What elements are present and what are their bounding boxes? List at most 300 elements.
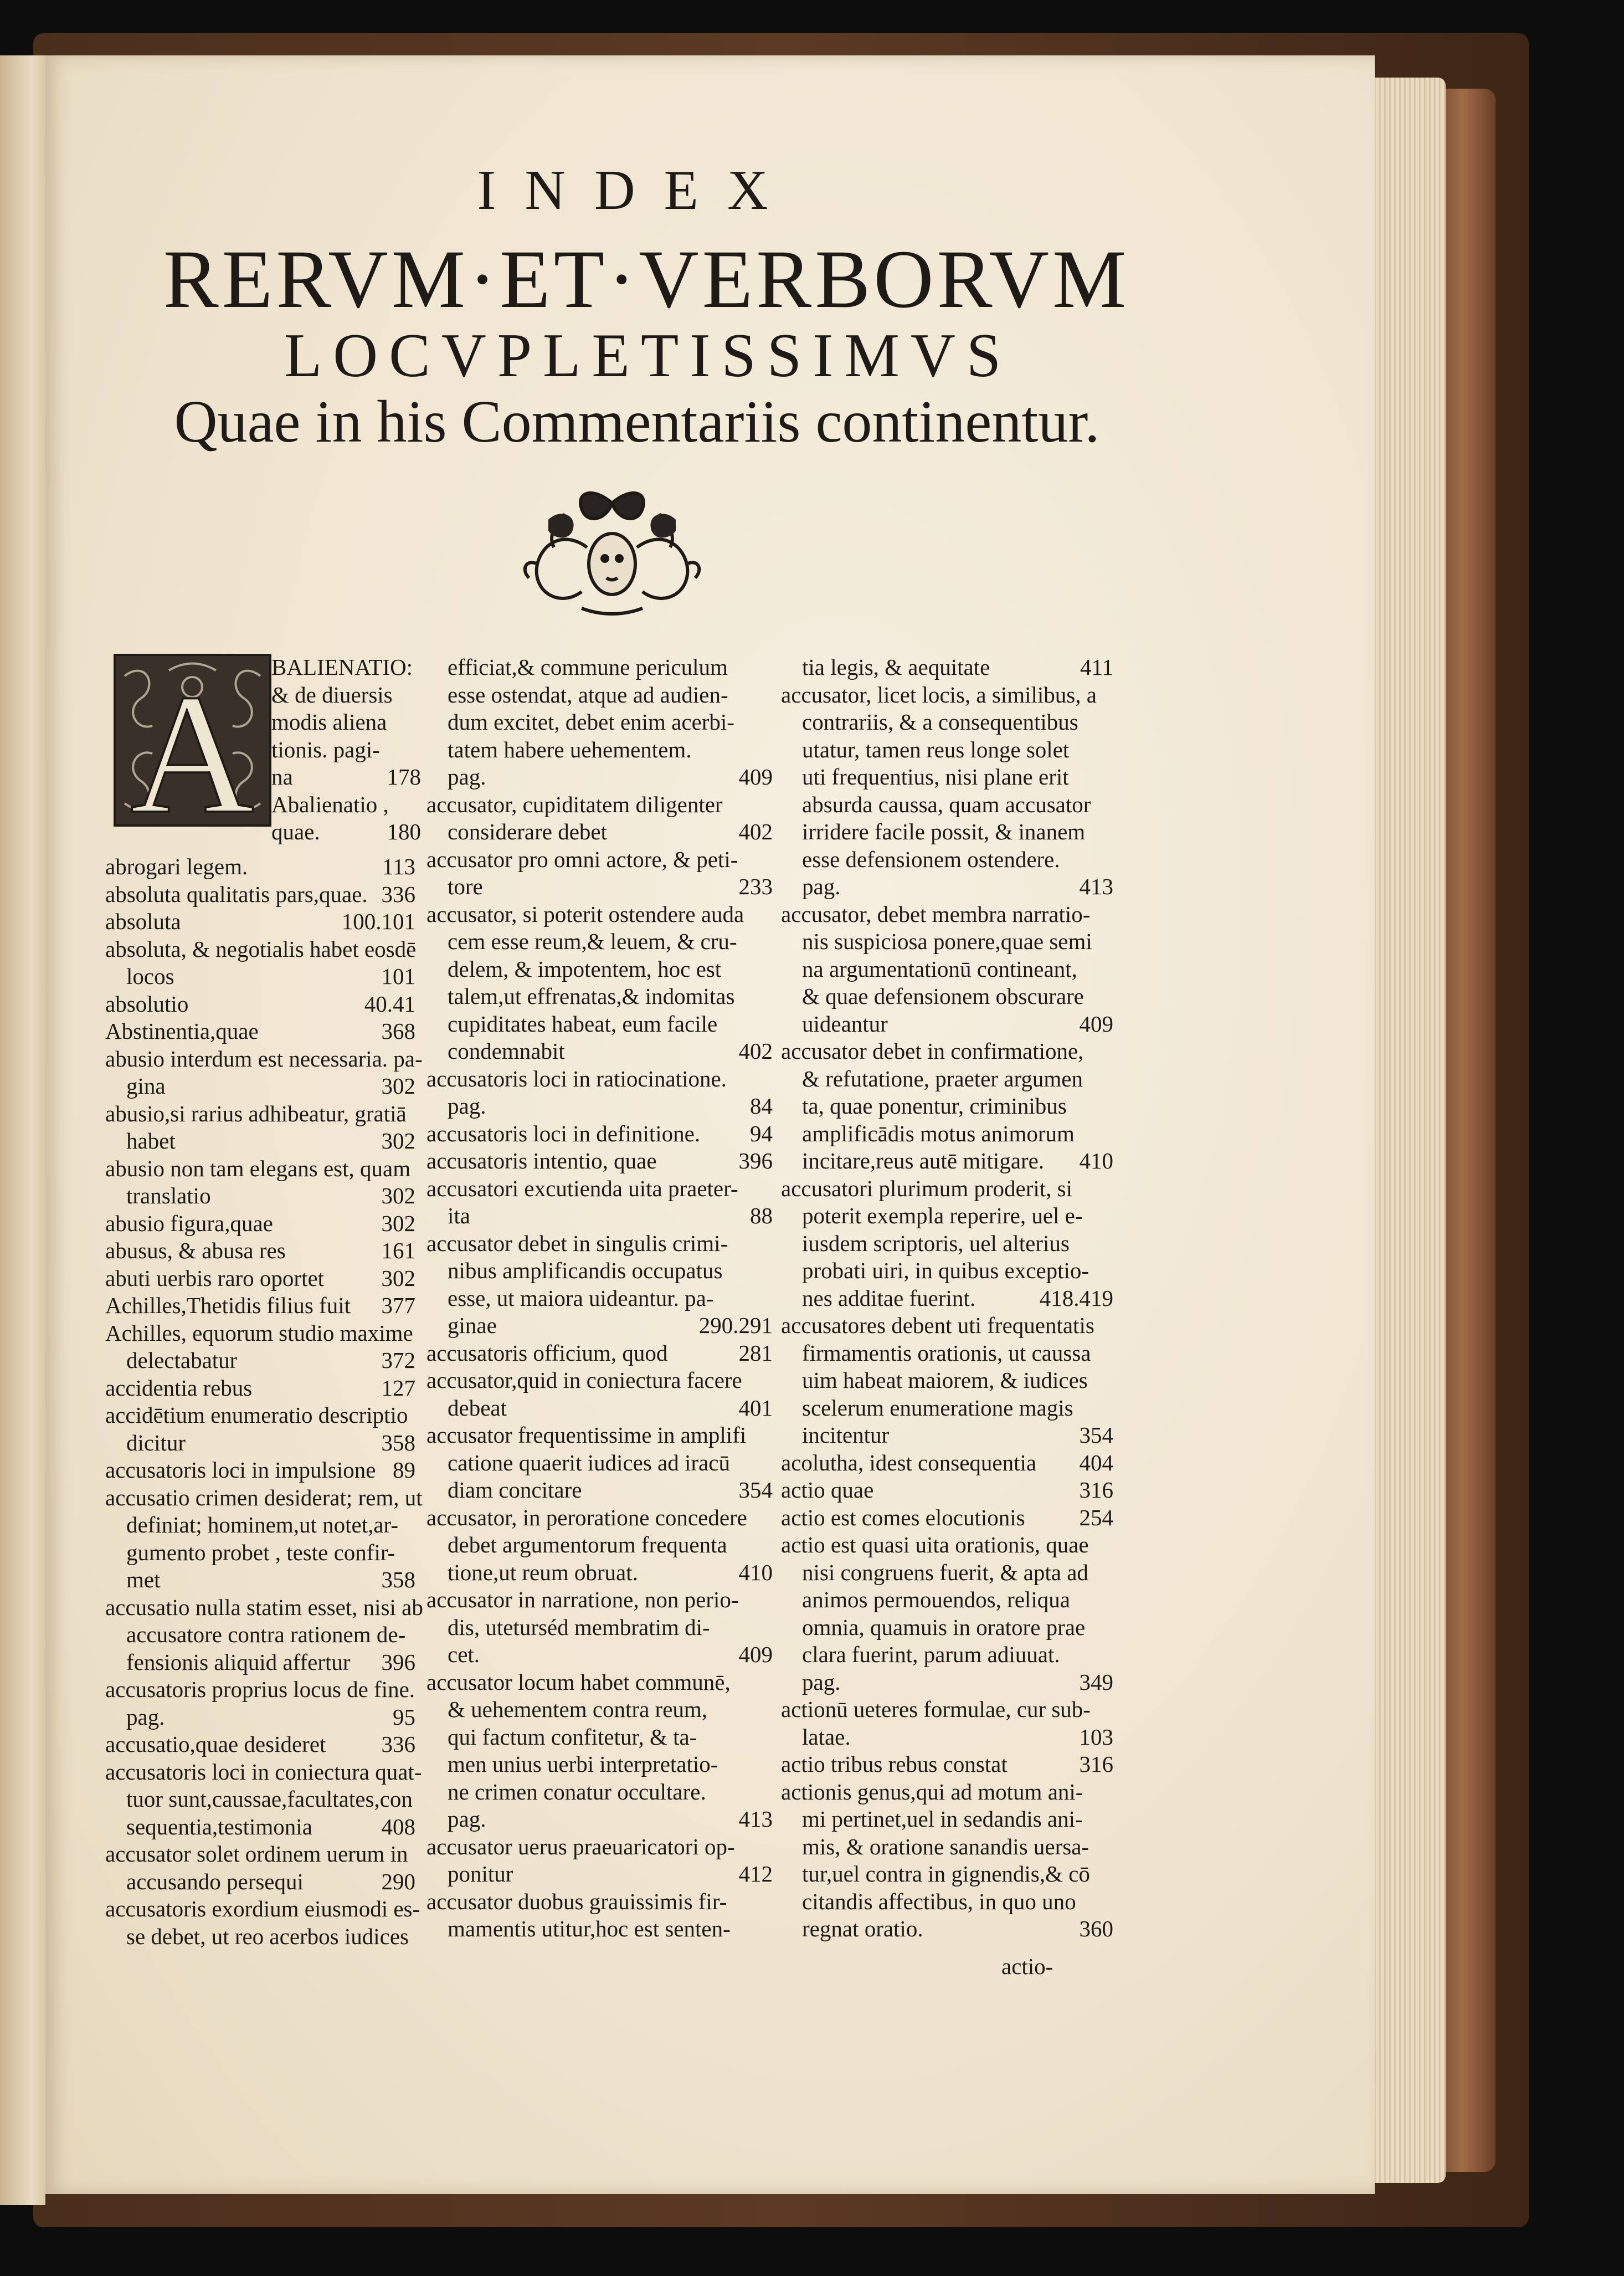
index-entry <box>781 1340 1113 1367</box>
index-entry <box>781 1669 1113 1696</box>
index-entry-text: definiat; hominem,ut notet,ar- <box>126 1512 399 1537</box>
index-entry-text: cupiditates habeat, eum facile <box>448 1011 718 1037</box>
index-entry-page <box>1107 1860 1113 1888</box>
index-entry-page: 404 <box>1079 1449 1113 1475</box>
index-entry-text: accusatoris loci in coniectura quat- <box>105 1759 422 1785</box>
index-entry-page: 418.419 <box>1039 1285 1113 1311</box>
index-entry-text: gumento probet , teste confir- <box>126 1539 395 1565</box>
index-entry <box>781 791 1113 819</box>
index-entry-text: tuor sunt,caussae,facultates,con <box>126 1786 413 1812</box>
index-entry-page <box>409 1511 415 1539</box>
index-entry <box>781 928 1113 956</box>
index-entry <box>781 1477 1113 1504</box>
index-entry-text: accusatoris loci in ratiocinatione. <box>426 1065 727 1091</box>
index-entry <box>781 1312 1113 1340</box>
index-entry <box>426 846 773 874</box>
index-entry-page <box>1107 1230 1113 1258</box>
index-entry-page: 377 <box>381 1293 415 1318</box>
index-entry <box>426 1285 773 1313</box>
index-entry <box>426 654 773 681</box>
index-entry <box>105 908 415 936</box>
index-entry <box>781 654 1113 681</box>
index-entry <box>105 1155 415 1183</box>
index-entry <box>426 1093 773 1120</box>
index-entry-page: 410 <box>738 1559 773 1585</box>
index-entry-text: gina <box>126 1073 166 1099</box>
index-entry-text: accusatoris proprius locus de fine. <box>105 1677 415 1702</box>
index-entry <box>781 1531 1113 1559</box>
index-entry-page <box>1107 1696 1113 1724</box>
index-entry-text: dis, uteturséd membratim di- <box>448 1614 710 1640</box>
index-entry-text: mi pertinet,uel in sedandis ani- <box>802 1806 1083 1832</box>
index-entry-text: tore <box>448 874 483 899</box>
index-entry <box>781 736 1113 764</box>
index-entry-text: amplificādis motus animorum <box>802 1120 1075 1146</box>
index-entry-page <box>766 1724 773 1751</box>
index-entry-page: 101 <box>381 963 415 989</box>
index-entry-page: 84 <box>750 1093 773 1119</box>
index-entry <box>426 1340 773 1367</box>
index-entry-page <box>1107 1833 1113 1861</box>
index-entry-text: nisi congruens fuerit, & apta ad <box>802 1559 1088 1585</box>
index-entry-page <box>1107 983 1113 1011</box>
index-entry-page <box>766 1888 773 1916</box>
index-entry-text: accusatori excutienda uita praeter- <box>426 1175 738 1201</box>
title-subtitle: Quae in his Commentariis continentur. <box>174 389 1100 455</box>
index-entry-text: delem, & impotentem, hoc est <box>448 956 722 982</box>
index-entry-page <box>766 709 773 736</box>
index-entry-text: BALIENATIO: <box>271 654 413 680</box>
index-entry-page <box>416 936 423 963</box>
index-entry-text: uti frequentius, nisi plane erit <box>802 764 1069 790</box>
index-entry-page <box>766 1751 773 1778</box>
index-entry <box>105 991 415 1018</box>
index-entry-text: accusatio crimen desiderat; rem, ut <box>105 1484 423 1510</box>
title-index: INDEX <box>477 159 797 222</box>
index-entry-text: tionis. pagi- <box>271 736 380 762</box>
index-entry-text: incitare,reus autē mitigare. <box>802 1148 1045 1173</box>
index-entry-text: firmamentis orationis, ut caussa <box>802 1340 1091 1366</box>
index-entry <box>105 1210 415 1238</box>
index-entry <box>781 1696 1113 1724</box>
index-entry-text: accusatio nulla statim esset, nisi ab <box>105 1594 423 1620</box>
index-entry-text: talem,ut effrenatas,& indomitas <box>448 983 735 1009</box>
index-entry-page <box>1107 1614 1113 1642</box>
index-entry <box>426 1586 773 1614</box>
index-entry <box>426 1120 773 1148</box>
index-entry-text: clara fuerint, parum adiuuat. <box>802 1642 1060 1667</box>
index-entry-page: 413 <box>738 1806 773 1832</box>
index-entry-page: 349 <box>1079 1669 1113 1695</box>
index-entry-text: accusatoris exordium eiusmodi es- <box>105 1896 420 1921</box>
index-entry-page <box>766 1257 773 1285</box>
index-entry <box>105 1649 415 1677</box>
svg-text:A: A <box>130 659 254 827</box>
index-entry-page <box>766 791 773 819</box>
index-entry-text: actio est comes elocutionis <box>781 1504 1025 1530</box>
index-entry-text: Abstinentia,quae <box>105 1018 259 1044</box>
index-entry <box>105 1759 422 1786</box>
index-entry-text: citandis affectibus, in quo uno <box>802 1888 1076 1914</box>
index-entry-text: & refutatione, praeter argumen <box>802 1065 1083 1091</box>
index-entry-text: irridere facile possit, & inanem <box>802 819 1086 844</box>
index-entry-text: absoluta <box>105 909 181 934</box>
index-entry <box>426 1559 773 1587</box>
index-entry-text: qui factum confitetur, & ta- <box>448 1724 697 1750</box>
index-entry <box>781 873 1113 901</box>
index-entry-page: 103 <box>1079 1724 1113 1750</box>
index-entry-text: abusio figura,quae <box>105 1210 273 1236</box>
index-entry <box>105 1375 415 1402</box>
index-entry-text: abusio,si rarius adhibeatur, gratiā <box>105 1100 407 1126</box>
index-entry-page <box>1107 763 1113 791</box>
index-entry-text: pag. <box>448 1806 486 1832</box>
index-entry-text: accusator debet in confirmatione, <box>781 1038 1084 1064</box>
index-entry-page <box>1107 818 1113 846</box>
index-entry-text: considerare debet <box>448 819 607 844</box>
facing-page-edge <box>0 55 45 2205</box>
column-1-entries <box>105 853 423 1950</box>
index-entry <box>105 1621 415 1649</box>
index-entry <box>781 1422 1113 1449</box>
index-entry-text: accidentia rebus <box>105 1375 253 1401</box>
index-entry-text: accusator, si poterit ostendere auda <box>426 901 744 927</box>
index-entry <box>781 681 1113 709</box>
index-entry-text: accusator, in peroratione concedere <box>426 1504 747 1530</box>
index-entry-page <box>766 1586 773 1614</box>
index-entry <box>426 681 773 709</box>
index-entry <box>271 709 421 736</box>
index-entry-text: translatio <box>126 1183 211 1208</box>
index-entry-page: 409 <box>738 764 773 790</box>
index-entry-page <box>766 1422 773 1449</box>
index-entry-page <box>1107 1257 1113 1285</box>
index-entry-text: & uehementem contra reum, <box>448 1696 708 1722</box>
index-entry-text: tur,uel contra in gignendis,& cō <box>802 1861 1090 1887</box>
index-entry-page: 413 <box>1079 874 1113 899</box>
index-entry <box>781 1504 1113 1532</box>
index-entry <box>426 1751 773 1778</box>
index-entry-text: ita <box>448 1203 470 1228</box>
index-entry-page: 302 <box>381 1073 415 1099</box>
index-entry-text: accusatores debent uti frequentatis <box>781 1313 1094 1338</box>
index-entry-text: accusatoris loci in impulsione <box>105 1457 376 1483</box>
index-entry-page: 40.41 <box>364 991 415 1017</box>
index-entry-text: se debet, ut reo acerbos iudices <box>126 1923 409 1949</box>
spine-edge <box>1440 89 1495 2172</box>
index-entry-text: ponitur <box>448 1861 513 1887</box>
index-entry <box>426 1641 773 1669</box>
index-entry-text: ginae <box>448 1313 497 1338</box>
index-entry <box>426 956 773 983</box>
index-entry <box>781 1065 1113 1093</box>
index-entry-page: 368 <box>381 1018 415 1044</box>
index-entry-page: 178 <box>387 764 421 790</box>
index-entry-page: 402 <box>738 1038 773 1064</box>
index-entry-text: & de diuersis <box>271 681 393 708</box>
index-entry-page <box>1107 709 1113 736</box>
index-entry-page <box>1107 1065 1113 1093</box>
index-entry-text: actionū ueteres formulae, cur sub- <box>781 1696 1091 1722</box>
index-entry <box>105 1731 415 1759</box>
index-entry-page: 94 <box>750 1120 773 1146</box>
index-entry <box>426 1147 773 1175</box>
index-entry-text: Achilles,Thetidis filius fuit <box>105 1293 351 1318</box>
index-entry <box>271 791 421 819</box>
index-entry-page <box>409 1402 415 1429</box>
column-3-entries <box>781 654 1113 1943</box>
index-entry <box>105 1484 423 1512</box>
index-entry-page: 254 <box>1079 1504 1113 1530</box>
index-entry-text: diam concitare <box>448 1477 582 1503</box>
index-entry <box>426 1065 773 1093</box>
index-entry-text: acolutha, idest consequentia <box>781 1449 1037 1475</box>
index-entry <box>781 846 1113 874</box>
index-entry <box>426 1696 773 1724</box>
index-entry <box>426 736 773 764</box>
index-entry <box>426 1395 773 1422</box>
index-entry-page: 408 <box>381 1813 415 1839</box>
index-entry <box>105 1045 423 1073</box>
index-entry <box>781 1888 1113 1916</box>
index-entry-page <box>409 1841 415 1868</box>
index-entry <box>781 709 1113 736</box>
index-entry-text: iusdem scriptoris, uel alterius <box>802 1230 1070 1256</box>
index-entry-text: pag. <box>802 1669 841 1695</box>
index-entry-page: 316 <box>1079 1477 1113 1503</box>
index-entry <box>105 1320 415 1347</box>
index-entry-page <box>766 846 773 874</box>
index-entry-text: accusator,quid in coniectura facere <box>426 1367 742 1393</box>
index-entry <box>426 873 773 901</box>
index-entry <box>426 1833 773 1861</box>
index-entry-page <box>1107 1531 1113 1559</box>
index-entry <box>426 1614 773 1642</box>
index-entry-page <box>1107 901 1113 929</box>
index-entry-text: accusatoris officium, quod <box>426 1340 668 1366</box>
index-entry <box>105 1566 415 1594</box>
index-entry-page <box>766 1778 773 1806</box>
index-entry-text: fensionis aliquid affertur <box>126 1649 351 1675</box>
index-entry-page <box>766 1504 773 1532</box>
index-entry-page <box>766 928 773 956</box>
index-entry <box>426 1504 773 1532</box>
index-entry <box>426 818 773 846</box>
index-entry-text: probati uiri, in quibus exceptio- <box>802 1258 1089 1283</box>
index-entry-page <box>766 1285 773 1313</box>
index-entry-page: 89 <box>393 1457 415 1483</box>
index-entry-page: 396 <box>381 1649 415 1675</box>
index-entry-text: locos <box>126 963 174 989</box>
index-entry-page <box>766 1011 773 1038</box>
index-entry-page <box>1107 846 1113 874</box>
index-entry <box>105 1457 415 1484</box>
index-entry-page: 412 <box>738 1861 773 1887</box>
printers-ornament-icon <box>515 481 709 619</box>
index-entry-text: accusator, cupiditatem diligenter <box>426 791 723 817</box>
index-entry <box>105 1182 415 1210</box>
index-entry-text: tatem habere uehementem. <box>448 736 692 762</box>
index-entry <box>426 1888 773 1916</box>
index-entry <box>426 709 773 736</box>
decorated-initial-a-icon <box>114 654 271 827</box>
index-entry-page: 302 <box>381 1210 415 1236</box>
index-entry-text: ta, quae ponentur, criminibus <box>802 1093 1067 1119</box>
index-entry <box>781 1011 1113 1038</box>
index-entry <box>426 1778 773 1806</box>
index-entry-text: mamentis utitur,hoc est senten- <box>448 1916 731 1941</box>
index-entry-page <box>410 1155 417 1183</box>
index-entry-text: accusatore contra rationem de- <box>126 1622 406 1647</box>
index-entry-page <box>1107 1312 1113 1340</box>
index-entry-page: 409 <box>738 1642 773 1667</box>
index-entry-page: 372 <box>381 1347 415 1373</box>
index-entry <box>426 791 773 819</box>
index-entry-page: 396 <box>738 1148 773 1173</box>
index-entry-text: actio quae <box>781 1477 874 1503</box>
index-entry-page <box>409 1621 415 1649</box>
index-entry <box>426 1312 773 1340</box>
index-entry-page: 161 <box>381 1238 415 1263</box>
index-entry-text: regnat oratio. <box>802 1916 923 1941</box>
index-entry-page <box>1107 1202 1113 1230</box>
index-entry-page: 113 <box>382 854 415 879</box>
index-entry-text: abuti uerbis raro oportet <box>105 1265 325 1291</box>
index-entry-page: 302 <box>381 1183 415 1208</box>
index-entry <box>426 1860 773 1888</box>
index-entry-page: 358 <box>381 1429 415 1455</box>
index-entry-page: 316 <box>1079 1751 1113 1777</box>
title-locupletissimus: LOCVPLETISSIMVS <box>284 321 1013 390</box>
index-entry <box>426 763 773 791</box>
index-entry-page <box>1107 928 1113 956</box>
index-entry-page: 127 <box>381 1375 415 1401</box>
index-entry <box>426 1202 773 1230</box>
index-entry <box>781 1833 1113 1861</box>
index-entry <box>105 1786 415 1813</box>
index-entry-page: 88 <box>750 1203 773 1228</box>
index-entry <box>271 681 421 709</box>
index-entry-text: dum excitet, debet enim acerbi- <box>448 709 734 735</box>
index-entry-text: accusator pro omni actore, & peti- <box>426 846 738 872</box>
index-entry-text: nes additae fuerint. <box>802 1285 976 1311</box>
index-entry-text: pag. <box>448 764 486 790</box>
index-entry-text: accusator debet in singulis crimi- <box>426 1230 728 1256</box>
index-entry-text: absolutio <box>105 991 189 1017</box>
index-entry-text: & quae defensionem obscurare <box>802 983 1084 1009</box>
index-entry-page <box>766 1065 773 1093</box>
index-entry-text: absoluta, & negotialis habet eosdē <box>105 936 417 962</box>
index-entry-text: men unius uerbi interpretatio- <box>448 1751 718 1777</box>
column-1-top-entries <box>271 654 421 846</box>
index-entry-text: cet. <box>448 1642 480 1667</box>
index-entry <box>781 1120 1113 1148</box>
index-entry-text: accusatoris intentio, quae <box>426 1148 657 1173</box>
index-entry-page <box>766 1915 773 1943</box>
index-entry <box>781 956 1113 983</box>
index-entry-text: abusio non tam elegans est, quam <box>105 1155 411 1181</box>
index-entry-page <box>766 1175 773 1203</box>
column-2-entries <box>426 654 773 1943</box>
index-entry-text: tia legis, & aequitate <box>802 654 990 680</box>
index-entry-text: abrogari legem. <box>105 854 248 879</box>
index-entry <box>781 1202 1113 1230</box>
index-entry-page <box>766 983 773 1011</box>
index-entry-page: 233 <box>738 874 773 899</box>
index-entry <box>105 881 415 909</box>
index-entry-page: 302 <box>381 1265 415 1291</box>
index-entry-page: 409 <box>1079 1011 1113 1037</box>
index-entry-text: accusator in narratione, non perio- <box>426 1587 739 1612</box>
index-entry-text: esse defensionem ostendere. <box>802 846 1060 872</box>
index-entry <box>105 1923 415 1951</box>
index-entry <box>105 853 415 881</box>
index-entry-text: accusatio,quae desideret <box>105 1731 326 1757</box>
index-entry-text: accusator, debet membra narratio- <box>781 901 1091 927</box>
index-entry <box>271 818 421 846</box>
index-entry <box>426 1531 773 1559</box>
index-entry <box>105 1265 415 1293</box>
index-entry-text: actionis genus,qui ad motum ani- <box>781 1778 1083 1805</box>
index-entry <box>105 1292 415 1320</box>
index-entry-text: dicitur <box>126 1429 186 1455</box>
index-entry <box>781 1257 1113 1285</box>
index-entry-text: esse ostendat, atque ad audien- <box>448 681 728 708</box>
index-entry <box>426 1367 773 1395</box>
index-entry <box>105 1868 415 1896</box>
index-entry-text: cem esse reum,& leuem, & cru- <box>448 929 737 954</box>
index-entry-page <box>1107 1586 1113 1614</box>
index-entry <box>781 1367 1113 1395</box>
index-entry-page: 290.291 <box>698 1313 773 1338</box>
index-entry-text: absoluta qualitatis pars,quae. <box>105 881 368 907</box>
index-entry-page: 410 <box>1079 1148 1113 1173</box>
index-entry <box>426 928 773 956</box>
index-entry-text: accusando persequi <box>126 1868 304 1894</box>
index-entry <box>781 1614 1113 1642</box>
index-entry-text: absurda caussa, quam accusator <box>802 791 1091 817</box>
index-entry <box>105 1127 415 1155</box>
index-entry-text: catione quaerit iudices ad iracū <box>448 1449 730 1475</box>
index-entry <box>426 1915 773 1943</box>
index-entry-page <box>413 1320 420 1347</box>
index-entry <box>105 1841 415 1868</box>
index-entry-text: tione,ut reum obruat. <box>448 1559 638 1585</box>
index-entry-page <box>1107 1888 1113 1916</box>
index-entry <box>105 1676 415 1704</box>
index-entry-page <box>766 654 773 681</box>
index-entry-text: accusator solet ordinem uerum in <box>105 1841 408 1867</box>
index-entry-page: 354 <box>1079 1422 1113 1448</box>
index-entry-text: modis aliena <box>271 709 387 735</box>
index-entry <box>105 1073 415 1100</box>
index-entry-text: uideantur <box>802 1011 888 1037</box>
index-entry <box>426 1669 773 1696</box>
index-entry-text: sequentia,testimonia <box>126 1813 312 1839</box>
index-entry-page <box>409 1923 415 1951</box>
index-entry-text: incitentur <box>802 1422 890 1448</box>
index-entry-page <box>1107 1120 1113 1148</box>
index-entry <box>781 1641 1113 1669</box>
index-entry-page <box>1107 791 1113 819</box>
index-entry <box>781 763 1113 791</box>
index-entry <box>105 936 415 963</box>
index-entry-page <box>413 1786 419 1813</box>
index-entry-text: accidētium enumeratio descriptio <box>105 1402 408 1428</box>
index-entry-page <box>1107 1093 1113 1120</box>
index-entry-page <box>766 681 773 709</box>
index-entry <box>781 1285 1113 1313</box>
